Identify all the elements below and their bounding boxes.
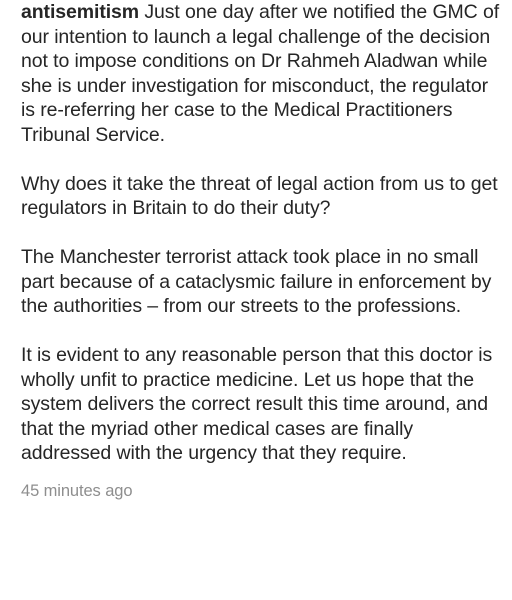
caption [21,0,499,502]
caption-paragraph-2: Why does it take the threat of legal action from us to get regulators in Britain to do their duty? [21,172,498,219]
caption-text-1: Just one day after we notified the GMC of our intention to launch a legal challenge of the decision not to impose conditions on Dr Rahmeh Aladwan while she is under investigation for misconduct, the regulator is re-referring her case to the Medical Practitioners Tribunal Service. [21,1,500,146]
caption-paragraph-1 [21,0,499,147]
username-link[interactable]: antisemitism [21,1,140,23]
caption-paragraph-3: The Manchester terrorist attack took place in no small part because of a cataclysmic failure in enforcement by the authorities – from our streets to the professions. [21,246,492,317]
post-timestamp: 45 minutes ago [21,482,133,500]
caption-paragraph-4: It is evident to any reasonable person that this doctor is wholly unfit to practice medicine. Let us hope that the system delivers the correct result this time around, and that the myriad other medical cases are finally addressed with the urgency that they require. [21,344,493,464]
